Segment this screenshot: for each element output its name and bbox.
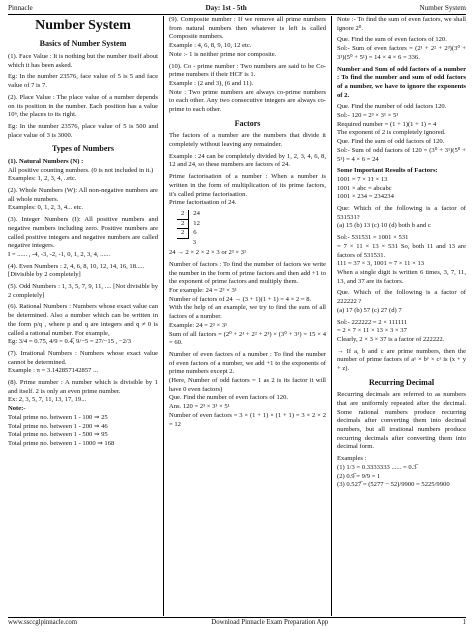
options-222222: (a) 17 (b) 57 (c) 27 (d) 7 [337, 306, 402, 314]
place-value-def: (2). Place Value : The place value of a number depends on its position in the number. Each position has a value 10ⁿ, the places to its right. [8, 93, 158, 119]
sum-of-factors-calc: Sum of all factors = (2⁰ + 2¹ + 2² + 2³) × (3⁰ + 3¹) = 15 × 4 = 60. [169, 330, 326, 347]
dividend-cell: 24 [193, 210, 200, 218]
integer-example: I = ...... , -4, -3, -2, -1, 0, 1, 2, 3, 4, ...... [8, 250, 111, 258]
header-brand: Pinnacle [8, 4, 33, 12]
solution-odd-count-result: Required number = (1 + 1)(1 + 1) = 4 [337, 120, 437, 128]
factors-example: Example : 24 can be completely divided by 1, 2, 3, 4, 6, 8, 12 and 24, so these numbers are factors of 24. [169, 152, 326, 169]
recurring-example: (2) 0.9̅ = 9/9 = 1 [337, 472, 381, 480]
natural-def: All positive counting numbers. (0 is not included in it.) [8, 166, 154, 174]
recurring-example: (3) 0.527̅ = (5277 − 52)/9900 = 5225/9900 [337, 481, 450, 489]
number-of-factors-example: For example: 24 = 2³ × 3¹ [169, 287, 237, 295]
odd-factors-heading: Number and Sum of odd factors of a number : To find the number and sum of odd factors of a number, we have to ignore the exponents of 2. [337, 65, 466, 99]
header-topic: Number System [419, 4, 466, 12]
section-heading-types: Types of Numbers [51, 144, 115, 154]
sum-of-factors-intro: With the help of an example, we try to find the sum of all factors of a number. [169, 304, 326, 321]
face-value-example: Eg: In the number 23576, face value of 5 is 5 and face value of 7 is 7. [8, 73, 158, 90]
section-heading-recurring: Recurring Decimal [368, 377, 435, 387]
divisor-cell: 2 [177, 210, 189, 219]
solution-531531-step: = 7 × 11 × 13 × 531 So, both 11 and 13 are factors of 531531. [337, 242, 466, 259]
composite-def: (9). Composite number : If we remove all prime numbers from natural numbers then whatever is left is called Composite numbers. [169, 16, 326, 41]
factors-intro: The factors of a number are the numbers that divide it completely without leaving any remainder. [169, 132, 326, 148]
whole-def: (2). Whole Numbers (W): All non-negative numbers are all whole numbers. [8, 187, 158, 203]
coprime-note: Note : Two prime numbers are always co-prime numbers to each other. Any two consecutive integers are always co-prime to each other. [169, 88, 326, 114]
even-factors-result: Number of even factors = 3 × (1 + 1) × (1 + 1) = 3 × 2 × 2 = 12 [169, 411, 326, 428]
prime-example: Ex: 2, 3, 5, 7, 11, 13, 17, 19... [8, 396, 87, 404]
composite-example: Example : 4, 6, 8, 9, 10, 12 etc. [169, 42, 252, 50]
solution-531531-rule: When a single digit is written 6 times, 3, 7, 11, 13, and 37 are its factors. [337, 268, 466, 285]
prime-factor-count-formula: → If a, b and c are prime numbers, then the number of prime factors of aˣ × bʸ × cᶻ is (x + y + z). [337, 347, 466, 373]
dividend-cell: 3 [192, 238, 197, 246]
section-heading-basics: Basics of Number System [39, 39, 127, 49]
section-heading-factors: Factors [234, 118, 261, 128]
prime-count-100: Total prime no. between 1 - 100 ⇒ 25 [8, 413, 108, 421]
footer-rule [8, 617, 466, 618]
prime-def: (8). Prime number : A number which is divisible by 1 and itself. 2 is only an even prime number. [8, 379, 158, 395]
column-1 [8, 16, 163, 616]
irrational-def: (7). Irrational Numbers : Numbers whose exact value cannot be determined. [8, 349, 158, 366]
coprime-def: (10). Co - prime number : Two numbers are said to be Co-prime numbers if their HCF is 1. [169, 62, 326, 79]
irrational-example: Example : π = 3.142857142857 ... [8, 367, 99, 375]
composite-note: Note :- 1 is neither prime nor composite. [169, 50, 277, 58]
header-day: Day: 1st - 5th [205, 4, 247, 12]
solution-222222: Sol:- 222222 = 2 × 111111 [337, 318, 408, 326]
even-factors-question: Que. Find the number of even factors of 120. [169, 394, 289, 402]
even-factors-answer: Ans. 120 = 2³ × 3¹ × 5¹ [169, 403, 230, 411]
whole-example: Examples: 0, 1, 2, 3, 4... etc. [8, 204, 84, 212]
footer-website-link[interactable]: www.ssccglpinnacle.com [8, 619, 78, 626]
examples-label: Examples : [337, 455, 367, 463]
factor-division-table [177, 210, 204, 247]
question-odd-sum: Que. Find the sum of odd factors of 120. [337, 138, 445, 146]
factorisation-result: 24 → 2 × 2 × 2 × 3 or 2³ × 3¹ [169, 249, 247, 257]
even-def: (4). Even Numbers : 2, 4, 6, 8, 10, 12, 14, 16, 18..... [8, 262, 145, 270]
natural-example: Examples: 1, 2, 3, 4, ..etc. [8, 175, 77, 183]
result-item: 1001 × 234 = 234234 [337, 193, 394, 201]
column-2 [163, 16, 331, 616]
question-odd-count: Que. Find the number of odd factors 120. [337, 103, 447, 111]
natural-heading: (1). Natural Numbers (N) : [8, 157, 84, 165]
divisor-cell: 2 [177, 219, 189, 229]
question-531531: Que: Which of the following is a factor of 531531? [337, 205, 466, 221]
solution-odd-count-note: The exponent of 2 is completely ignored. [337, 129, 446, 137]
dividend-cell: 12 [193, 219, 200, 227]
prime-count-200: Total prime no. between 1 - 200 ⇒ 46 [8, 422, 108, 430]
page-title: Number System [35, 18, 131, 33]
dividend-cell: 6 [193, 229, 197, 237]
note-sum-even-factors: Note :- To find the sum of even factors, we shall ignore 2⁰. [337, 16, 466, 32]
coprime-example: Example : (2 and 3), (6 and 11). [169, 79, 254, 87]
number-of-factors-calc: Number of factors of 24 → (3 + 1)(1 + 1) = 4 × 2 = 8. [169, 295, 312, 303]
options-531531: (a) 15 (b) 13 (c) 10 (d) both b and c [337, 222, 431, 230]
footer-app-promo: Download Pinnacle Exam Preparation App [211, 619, 329, 626]
prime-factorisation-of-24: Prime factorisation of 24. [169, 199, 237, 207]
rational-example: Eg: 3/4 = 0.75, 4/9 = 0.4̅, 9/−5 = 27/−15 , −2/3 [8, 338, 132, 346]
place-value-example: Eg: In the number 23576, place value of 5 is 500 and place value of 3 is 3000. [8, 122, 158, 139]
header-rule [8, 14, 466, 15]
page-number: 1 [462, 619, 466, 626]
number-of-factors-def: Number of factors : To find the number of factors we write the number in the form of prime factors and then add +1 to the exponent of prime factors and multiply them. [169, 260, 326, 286]
solution-531531: Sol:- 531531 = 1001 × 531 [337, 234, 409, 242]
solution-222222-step: = 2 × 7 × 11 × 13 × 3 × 37 [337, 327, 407, 335]
face-value-def: (1). Face Value : It is nothing but the number itself about which it has been asked. [8, 53, 158, 69]
solution-sum-even: Sol:- Sum of even factors = (2¹ + 2² + 2³)(3⁰ + 3¹)(5⁰ + 5¹) = 14 × 4 × 6 = 336. [337, 45, 466, 61]
sum-of-factors-example: Example: 24 = 2³ × 3¹ [169, 321, 228, 329]
question-222222: Que. Which of the following is a factor of 222222 ? [337, 289, 466, 306]
solution-odd-count: Sol:- 120 = 2³ × 3¹ × 5¹ [337, 112, 399, 120]
question-sum-even: Que. Find the sum of even factors of 120. [337, 36, 447, 44]
prime-count-1000: Total prime no. between 1 - 1000 ⇒ 168 [8, 439, 115, 447]
solution-222222-result: Clearly, 2 × 3 × 37 is a factor of 222222. [337, 335, 445, 343]
solution-odd-sum: Sol:- Sum of odd factors of 120 = (3⁰ + 3¹)(5⁰ + 5¹) = 4 × 6 = 24 [337, 146, 466, 163]
even-factors-def: Number of even factors of a number : To find the number of even factors of a number, we add +1 to the exponents of prime numbers except 2. [169, 350, 326, 376]
results-heading: Some Important Results of Factors: [337, 167, 438, 175]
divisor-cell [177, 239, 189, 248]
result-item: 1001 = 7 × 11 × 13 [337, 175, 388, 183]
content-columns [8, 16, 466, 616]
solution-531531-identity: 111 = 37 × 3, 1001 = 7 × 11 × 13 [337, 260, 425, 268]
recurring-example: (1) 1/3 = 0.3333333 ...... = 0.3̅ [337, 463, 417, 471]
prime-note-label: Note:- [8, 405, 26, 413]
divisor-cell: 2 [177, 229, 189, 239]
page-footer [8, 619, 466, 629]
column-3 [331, 16, 466, 616]
recurring-def: Recurring decimals are referred to as numbers that are uniformly repeated after the decimal. Some rational numbers produce recurring decimals after converting them into decimal numbers, but all irrational numbers produce recurring decimals after converting them into decimal form. [337, 391, 466, 451]
rational-def: (6). Rational Numbers : Numbers whose exact value can be determined. Also a number which can be written in the form p/q , where p and q are integers and q ≠ 0 is called a rational number. For example, [8, 303, 158, 337]
even-note: [Divisible by 2 completely] [8, 271, 81, 279]
page-header [8, 4, 466, 14]
prime-count-500: Total prime no. between 1 - 500 ⇒ 95 [8, 431, 108, 439]
prime-factorisation-def: Prime factorisation of a number : When a number is written in the form of multiplication of its prime factors, it's called prime factorisation. [169, 173, 326, 198]
odd-def: (5). Odd Numbers : 1, 3, 5, 7, 9, 11, .... [Not divisible by 2 completely] [8, 283, 158, 299]
even-factors-note: (Here, Number of odd factors = 1 as 2 is its factor it will have 0 even factors) [169, 377, 326, 393]
integer-def: (3). Integer Numbers (I): All positive numbers and negative numbers including zero. Positive numbers are called positive integers and negative numbers are called negative integers. [8, 216, 158, 250]
result-item: 1001 × abc = abcabc [337, 184, 392, 192]
